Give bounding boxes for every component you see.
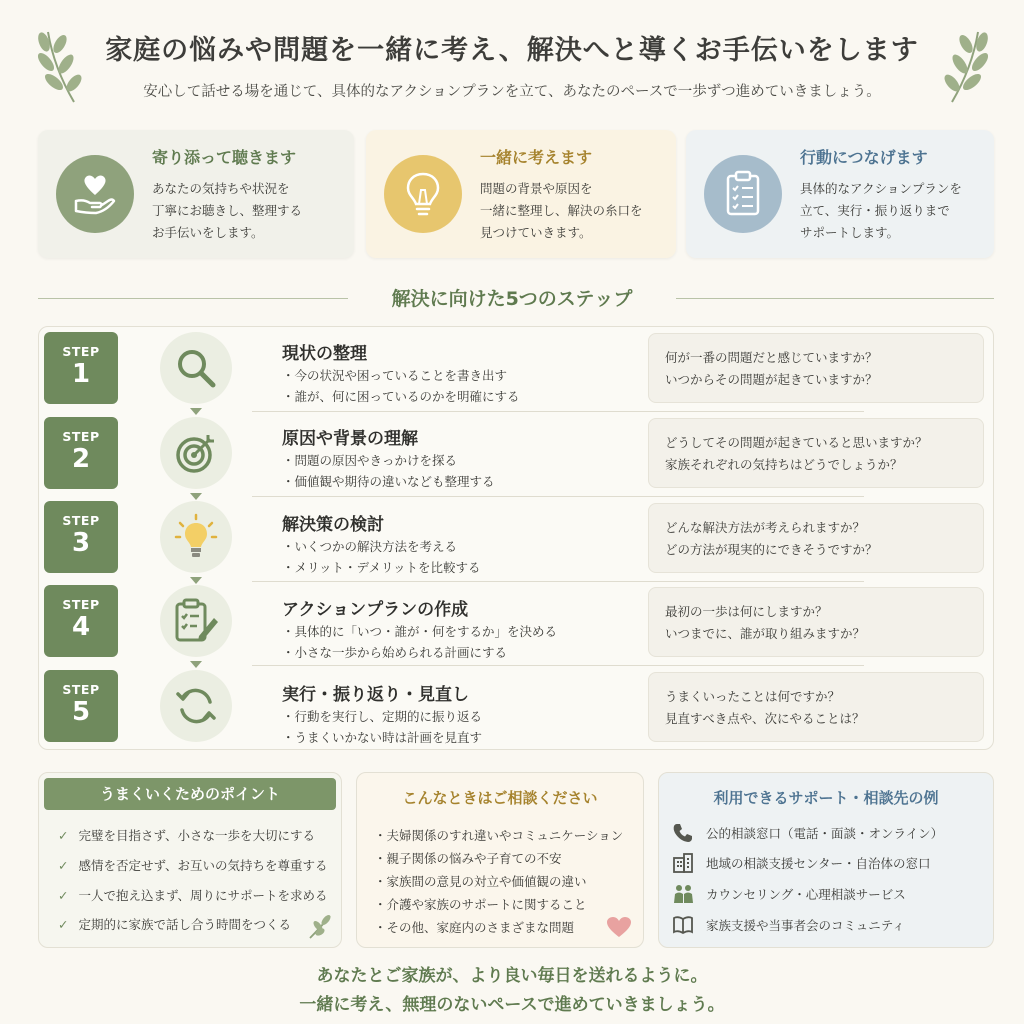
step-bullet: ・価値観や期待の違いなども整理する: [282, 474, 495, 489]
step-badge-2: [44, 417, 118, 489]
point-item: [58, 886, 328, 904]
clipboard-icon: [704, 155, 782, 233]
magnifier-icon: [160, 332, 232, 404]
heart-hand-icon: [56, 155, 134, 233]
leaf-sprig-icon: [306, 912, 334, 940]
page-title: 家庭の悩みや問題を一緒に考え、解決へと導くお手伝いをします: [105, 35, 919, 66]
step-separator: [252, 581, 864, 582]
step-question-box: [648, 333, 984, 403]
step-question: うまくいったことは何ですか？: [665, 689, 841, 704]
phone-icon: [672, 822, 694, 844]
feature-card-action: [686, 130, 994, 258]
step-number: 2: [71, 444, 91, 474]
step-title: 現状の整理: [282, 344, 367, 364]
step-number: 1: [71, 359, 91, 389]
step-title: 実行・振り返り・見直し: [282, 685, 469, 705]
consult-item: ・その他、家庭内のさまざまな問題: [374, 920, 575, 935]
footer-line-1: あなたとご家族が、より良い毎日を送れるように。: [316, 966, 708, 986]
feature-text-line: サポートします。: [800, 224, 900, 240]
feature-title: 行動につなげます: [800, 147, 928, 167]
step-label: STEP: [62, 682, 100, 697]
divider-right: [676, 298, 994, 299]
feature-text-line: お手伝いをします。: [152, 224, 264, 240]
lightbulb-icon: [160, 501, 232, 573]
step-badge-1: [44, 332, 118, 404]
step-number: 3: [71, 528, 91, 558]
step-separator: [252, 496, 864, 497]
point-item: [58, 856, 328, 874]
step-bullet: ・うまくいかない時は計画を見直す: [282, 730, 483, 745]
step-bullet: ・いくつかの解決方法を考える: [282, 539, 458, 554]
feature-card-think: [366, 130, 676, 258]
building-icon: [672, 852, 694, 874]
step-number: 5: [71, 697, 91, 727]
step-question: どの方法が現実的にできそうですか？: [665, 542, 878, 557]
feature-text-line: あなたの気持ちや状況を: [152, 180, 290, 196]
consult-item: ・介護や家族のサポートに関すること: [374, 897, 587, 912]
step-bullet: ・行動を実行し、定期的に振り返る: [282, 709, 483, 724]
feature-text-line: 見つけていきます。: [480, 224, 592, 240]
step-question: いつからその問題が起きていますか？: [665, 372, 878, 387]
points-title: うまくいくためのポイント: [44, 778, 336, 810]
support-label: 家族支援や当事者会のコミュニティ: [706, 918, 905, 933]
step-question-box: [648, 503, 984, 573]
consult-item: ・夫婦関係のすれ違いやコミュニケーション: [374, 828, 624, 843]
support-item: [672, 822, 943, 844]
page-subtitle: 安心して話せる場を通じて、具体的なアクションプランを立て、あなたのペースで一歩ずつ進めていきましょう。: [143, 84, 881, 100]
feature-title: 一緒に考えます: [480, 147, 593, 167]
support-item: [672, 914, 905, 936]
step-connector-arrow: [190, 661, 202, 668]
book-icon: [672, 914, 694, 936]
step-question: どんな解決方法が考えられますか？: [665, 520, 866, 535]
step-question: 見直すべき点や、次にやることは？: [665, 711, 865, 726]
step-question-box: [648, 672, 984, 742]
target-icon: [160, 417, 232, 489]
step-question: 家族それぞれの気持ちはどうでしょうか？: [665, 457, 903, 472]
feature-text-line: 立て、実行・振り返りまで: [800, 202, 950, 218]
step-question-box: [648, 587, 984, 657]
step-bullet: ・具体的に「いつ・誰が・何をするか」を決める: [282, 624, 558, 639]
feature-text-line: 一緒に整理し、解決の糸口を: [480, 202, 643, 218]
step-separator: [252, 665, 864, 666]
consult-item: ・親子関係の悩みや子育ての不安: [374, 851, 562, 866]
step-question: 最初の一歩は何にしますか？: [665, 604, 828, 619]
step-badge-4: [44, 585, 118, 657]
step-question: 何が一番の問題だと感じていますか？: [665, 350, 878, 365]
support-label: 公的相談窓口（電話・面談・オンライン）: [706, 826, 944, 841]
step-separator: [252, 411, 864, 412]
people-icon: [672, 883, 694, 905]
consult-title: こんなときはご相談ください: [402, 789, 598, 807]
step-question: どうしてその問題が起きていると思いますか？: [665, 435, 928, 450]
step-question: いつまでに、誰が取り組みますか？: [665, 626, 866, 641]
support-label: 地域の相談支援センター・自治体の窓口: [706, 856, 931, 871]
step-title: アクションプランの作成: [282, 600, 469, 620]
heart-icon: [606, 916, 632, 938]
step-number: 4: [71, 612, 91, 642]
point-item: [58, 915, 291, 933]
check-icon: ✓: [58, 858, 69, 873]
point-text: 感情を否定せず、お互いの気持ちを尊重する: [78, 858, 328, 873]
support-title: 利用できるサポート・相談先の例: [713, 789, 939, 807]
step-label: STEP: [62, 344, 100, 359]
step-label: STEP: [62, 429, 100, 444]
divider-left: [38, 298, 348, 299]
steps-section-title: 解決に向けた5つのステップ: [391, 288, 633, 310]
point-item: [58, 826, 315, 844]
step-bullet: ・メリット・デメリットを比較する: [282, 560, 481, 575]
support-item: [672, 852, 931, 874]
footer-line-2: 一緒に考え、無理のないペースで進めていきましょう。: [299, 995, 725, 1015]
step-bullet: ・小さな一歩から始められる計画にする: [282, 645, 508, 660]
feature-card-listen: [38, 130, 354, 258]
step-bullet: ・誰が、何に困っているのかを明確にする: [282, 389, 520, 404]
checklist-pen-icon: [160, 585, 232, 657]
feature-text-line: 丁寧にお聴きし、整理する: [152, 202, 303, 218]
step-label: STEP: [62, 513, 100, 528]
step-title: 解決策の検討: [282, 515, 384, 535]
support-item: [672, 883, 906, 905]
refresh-icon: [160, 670, 232, 742]
support-label: カウンセリング・心理相談サービス: [706, 887, 906, 902]
step-title: 原因や背景の理解: [282, 429, 418, 449]
point-text: 完璧を目指さず、小さな一歩を大切にする: [78, 828, 315, 843]
consult-item: ・家族間の意見の対立や価値観の違い: [374, 874, 587, 889]
step-badge-5: [44, 670, 118, 742]
step-connector-arrow: [190, 577, 202, 584]
step-label: STEP: [62, 597, 100, 612]
feature-title: 寄り添って聴きます: [152, 147, 297, 167]
feature-text-line: 問題の背景や原因を: [480, 180, 593, 196]
lightbulb-icon: [384, 155, 462, 233]
check-icon: ✓: [58, 917, 69, 932]
point-text: 定期的に家族で話し合う時間をつくる: [78, 917, 291, 932]
step-question-box: [648, 418, 984, 488]
step-connector-arrow: [190, 493, 202, 500]
step-bullet: ・問題の原因やきっかけを探る: [282, 453, 458, 468]
step-connector-arrow: [190, 408, 202, 415]
check-icon: ✓: [58, 888, 69, 903]
step-badge-3: [44, 501, 118, 573]
check-icon: ✓: [58, 828, 69, 843]
point-text: 一人で抱え込まず、周りにサポートを求める: [78, 888, 328, 903]
feature-text-line: 具体的なアクションプランを: [800, 180, 962, 196]
step-bullet: ・今の状況や困っていることを書き出す: [282, 368, 508, 383]
